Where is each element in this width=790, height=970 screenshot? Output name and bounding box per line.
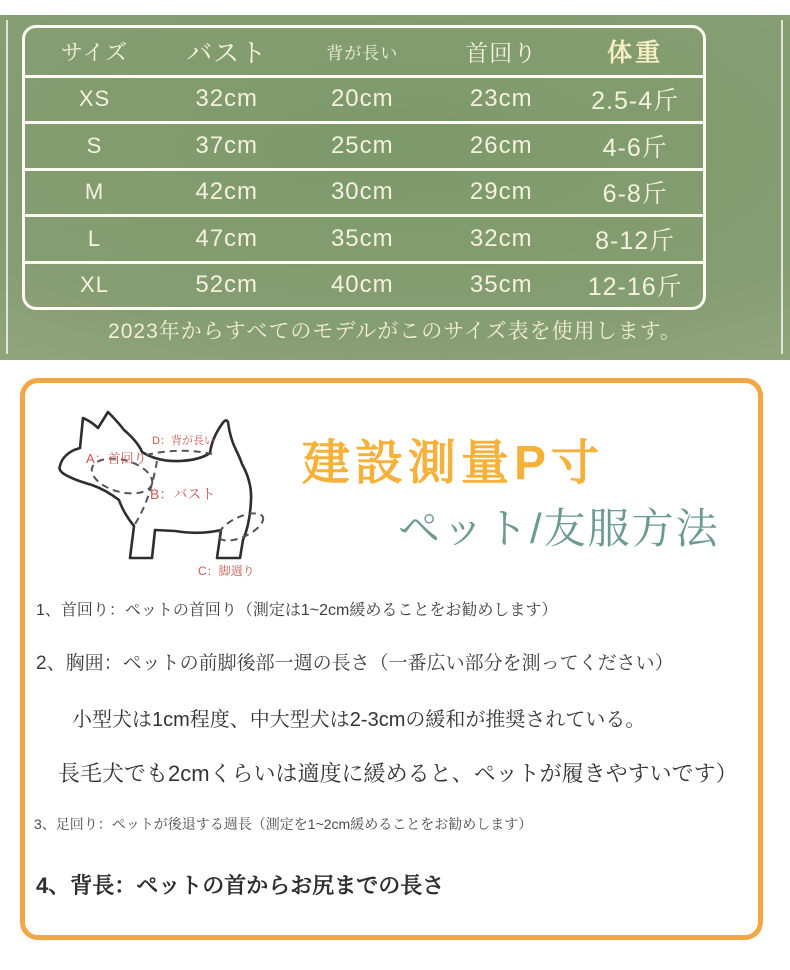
- cell-neck: 26cm: [469, 131, 533, 159]
- table-row-xs: [25, 75, 703, 122]
- cell-bust: 37cm: [195, 131, 259, 159]
- cell-bust: 32cm: [195, 85, 259, 113]
- column-header-bust: バスト: [186, 37, 268, 68]
- cell-bust: 42cm: [195, 178, 259, 206]
- cell-size: XS: [78, 86, 111, 112]
- size-chart-section: [0, 15, 790, 360]
- cell-back: 20cm: [330, 85, 394, 113]
- table-row-l: [25, 214, 703, 261]
- guide-title: 建設測量P寸: [302, 437, 605, 490]
- cell-neck: 29cm: [469, 178, 533, 206]
- instruction-longhair-allowance: 長毛犬でも2cmくらいは適度に緩めると、ペットが履きやすいです）: [58, 761, 738, 786]
- cell-size: XL: [80, 272, 109, 298]
- column-header-weight: 体重: [607, 39, 664, 68]
- cell-back: 30cm: [330, 178, 394, 206]
- column-header-size: サイズ: [60, 39, 129, 65]
- cell-weight: 4-6斤: [602, 133, 668, 162]
- cell-bust: 47cm: [195, 224, 259, 252]
- size-chart-table: [22, 25, 706, 310]
- dog-body-outline: [60, 412, 252, 558]
- column-header-back: 背が長い: [326, 43, 399, 63]
- table-header-row: [25, 28, 703, 75]
- cell-bust: 52cm: [195, 271, 259, 299]
- size-chart-note: 2023年からすべてのモデルがこのサイズ表を使用します。: [108, 320, 682, 343]
- diagram-label-leg: C：脚週り: [198, 564, 255, 578]
- cell-weight: 6-8斤: [602, 180, 668, 209]
- table-row-s: [25, 121, 703, 168]
- diagram-label-bust: B：バスト: [150, 486, 216, 502]
- dog-measurement-diagram: [40, 398, 302, 594]
- cell-size: L: [87, 225, 102, 251]
- cell-back: 35cm: [330, 224, 394, 252]
- table-row-m: [25, 168, 703, 215]
- cell-neck: 35cm: [469, 271, 533, 299]
- column-header-neck: 首回り: [465, 39, 538, 66]
- cell-weight: 2.5-4斤: [591, 87, 680, 116]
- diagram-label-neck: A：首回り: [86, 451, 147, 466]
- instruction-neck: 1、首回り：ペットの首回り（測定は1~2cm緩めることをお勧めします）: [36, 602, 558, 619]
- cell-back: 25cm: [330, 131, 394, 159]
- cell-back: 40cm: [330, 271, 394, 299]
- cell-size: M: [84, 179, 105, 205]
- back-length-dashed-line: [146, 451, 212, 455]
- frame-line-right: [781, 20, 783, 354]
- cell-size: S: [86, 132, 103, 158]
- cell-weight: 12-16斤: [587, 273, 683, 302]
- cell-weight: 8-12斤: [595, 226, 676, 255]
- cell-neck: 23cm: [469, 85, 533, 113]
- frame-line-left: [6, 20, 8, 354]
- instruction-back-length: 4、背長：ペットの首からお尻までの長さ: [36, 873, 445, 898]
- instruction-chest-allowance: 小型犬は1cm程度、中大型犬は2-3cmの緩和が推奨されている。: [72, 709, 646, 731]
- guide-subtitle: ペット/友服方法: [398, 505, 720, 552]
- cell-neck: 32cm: [469, 224, 533, 252]
- diagram-label-back: D：背が長い: [152, 435, 215, 447]
- instruction-leg: 3、足回り：ペットが後退する週長（測定を1~2cm緩めることをお勧めします）: [34, 816, 533, 832]
- table-row-xl: [25, 261, 703, 308]
- instruction-chest: 2、胸囲：ペットの前脚後部一週の長さ（一番広い部分を測ってください）: [36, 653, 674, 674]
